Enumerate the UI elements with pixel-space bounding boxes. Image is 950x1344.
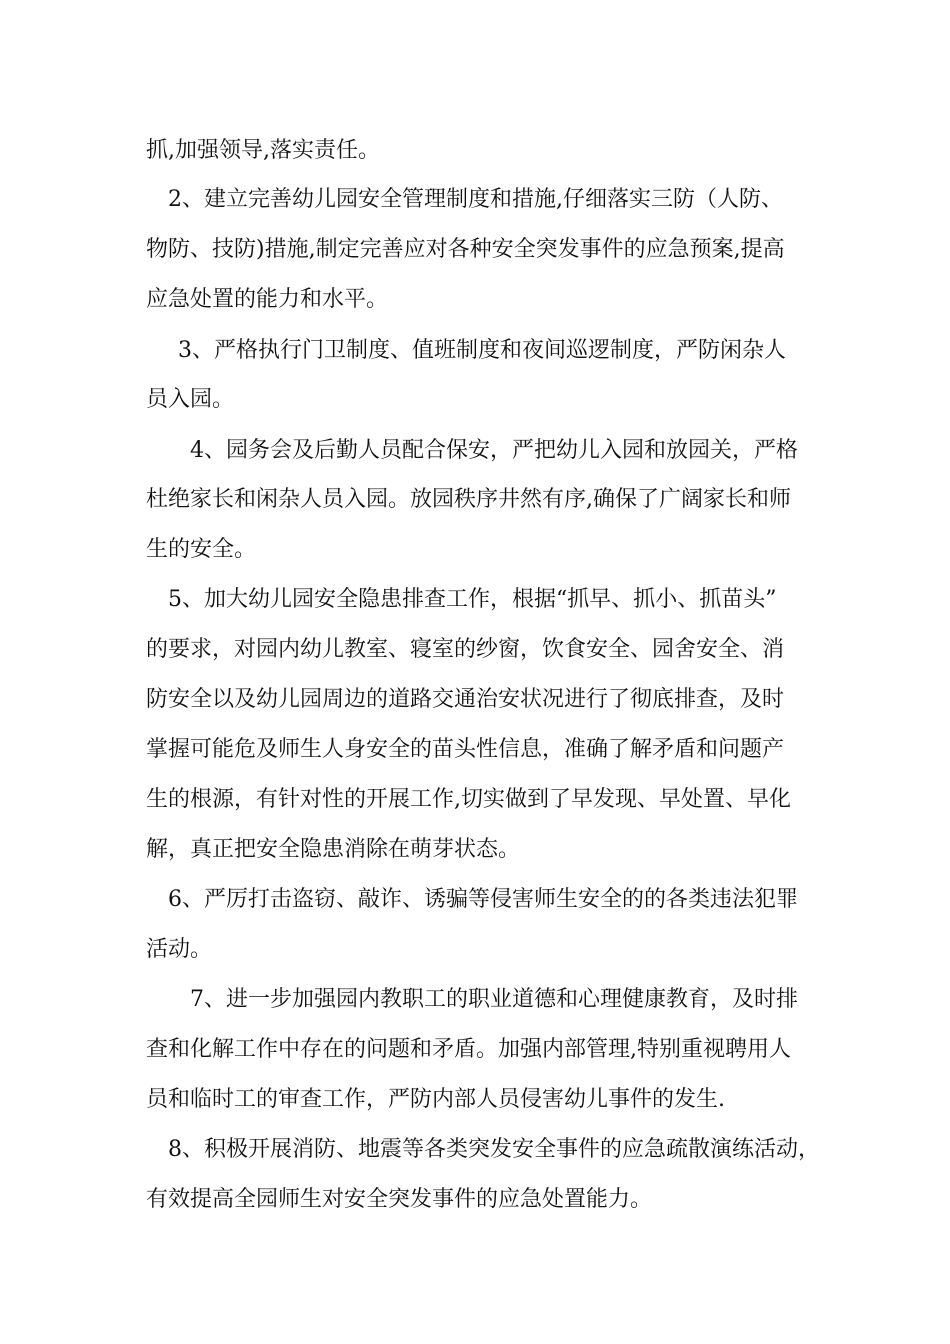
text-line: 杜绝家长和闲杂人员入园。放园秩序井然有序,确保了广阔家长和师	[146, 487, 791, 512]
text-line: 2、建立完善幼儿园安全管理制度和措施,仔细落实三防（人防、	[168, 187, 783, 212]
text-line: 6、严厉打击盗窃、敲诈、诱骗等侵害师生安全的的各类违法犯罪	[168, 887, 798, 912]
text-line: 7、进一步加强园内教职工的职业道德和心理健康教育，及时排	[190, 987, 798, 1012]
text-line: 抓,加强领导,落实责任。	[146, 138, 380, 163]
text-line: 8、积极开展消防、地震等各类突发安全事件的应急疏散演练活动，	[168, 1137, 820, 1162]
text-line: 员入园。	[146, 387, 235, 412]
text-line: 活动。	[146, 937, 213, 962]
text-line: 员和临时工的审查工作，严防内部人员侵害幼儿事件的发生.	[146, 1087, 725, 1112]
text-line: 生的根源，有针对性的开展工作,切实做到了早发现、早处置、早化	[146, 787, 791, 812]
text-line: 3、严格执行门卫制度、值班制度和夜间巡逻制度，严防闲杂人	[178, 338, 786, 363]
text-line: 防安全以及幼儿园周边的道路交通治安状况进行了彻底排查，及时	[146, 687, 785, 712]
text-line: 物防、技防)措施,制定完善应对各种安全突发事件的应急预案,提高	[146, 237, 785, 262]
text-line: 有效提高全园师生对安全突发事件的应急处置能力。	[146, 1187, 653, 1212]
text-line: 的要求，对园内幼儿教室、寝室的纱窗，饮食安全、园舍安全、消	[146, 637, 785, 662]
text-line: 5、加大幼儿园安全隐患排查工作，根据“抓早、抓小、抓苗头”	[168, 587, 777, 612]
text-line: 生的安全。	[146, 537, 257, 562]
text-line: 应急处置的能力和水平。	[146, 287, 389, 312]
text-line: 查和化解工作中存在的问题和矛盾。加强内部管理,特别重视聘用人	[146, 1037, 791, 1062]
text-line: 4、园务会及后勤人员配合保安，严把幼儿入园和放园关，严格	[190, 438, 798, 463]
text-line: 解，真正把安全隐患消除在萌芽状态。	[146, 837, 521, 862]
text-line: 掌握可能危及师生人身安全的苗头性信息，准确了解矛盾和问题产	[146, 737, 785, 762]
